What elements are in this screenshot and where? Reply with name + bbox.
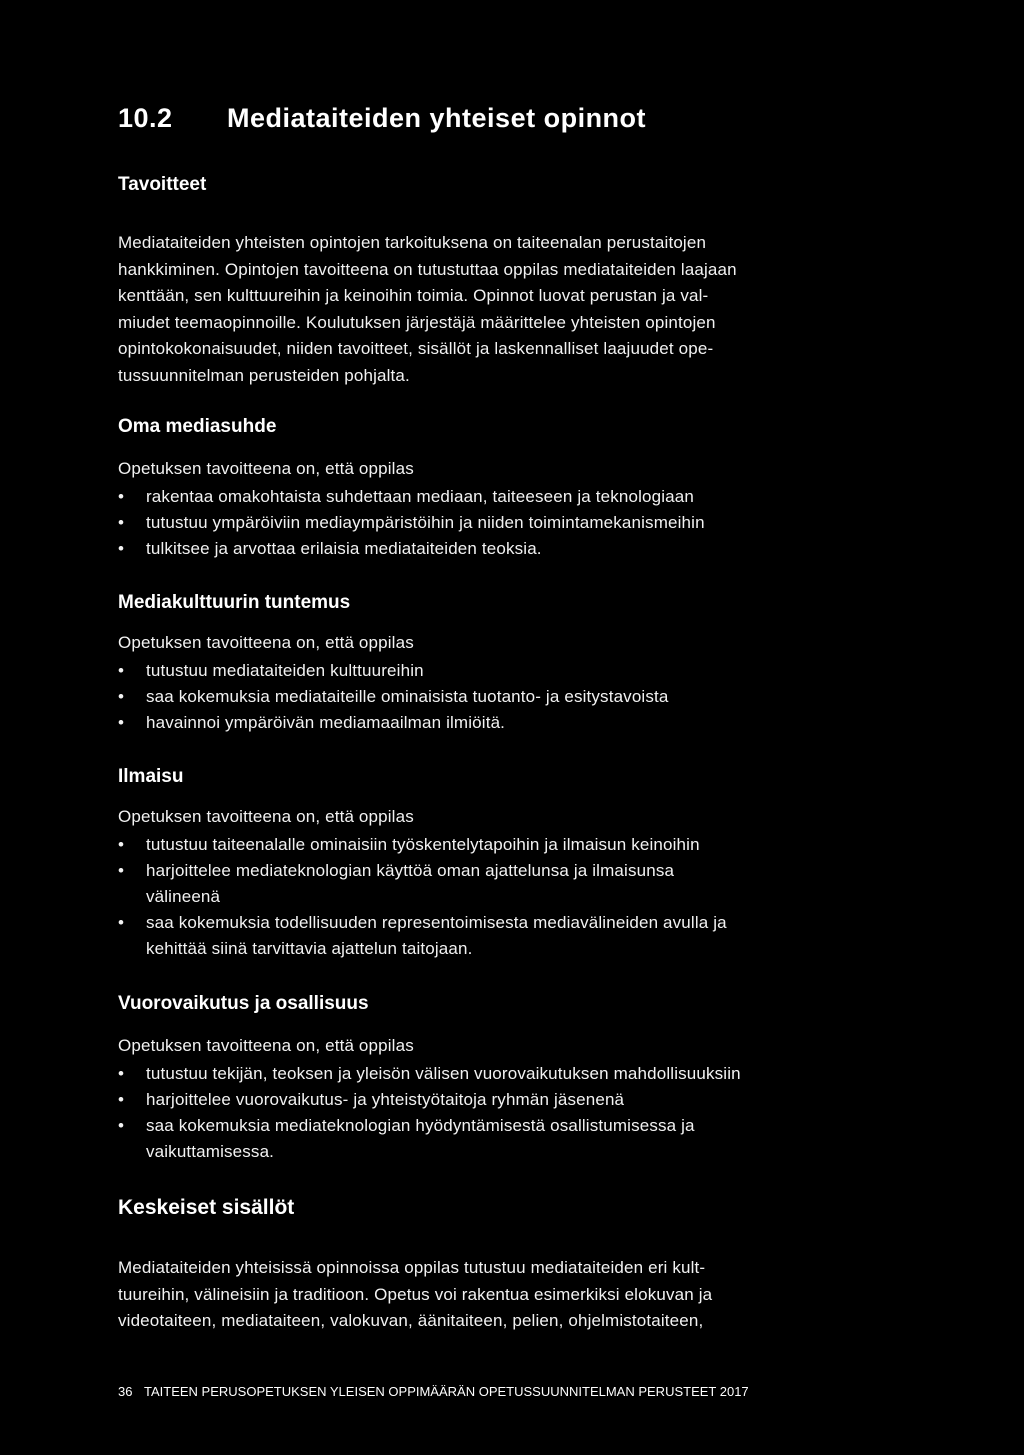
list-item [118,510,858,536]
list-item-text: vaikuttamisessa. [146,1142,275,1161]
paragraph-line: Mediataiteiden yhteisten opintojen tarkoituksena on taiteenalan perustaitojen [118,233,707,252]
list-item-text: tutustuu ympäröiviin mediaympäristöihin ja niiden toimintamekanismeihin [146,513,705,532]
keskeiset-paragraph [118,1255,858,1335]
bullet-icon: • [118,513,125,532]
bullet-icon: • [118,1116,125,1135]
list-item-text: rakentaa omakohtaista suhdettaan mediaan, taiteeseen ja teknologiaan [146,487,694,506]
list-item-text: harjoittelee mediateknologian käyttöä oman ajattelunsa ja ilmaisunsa [146,861,675,880]
list-item-text: saa kokemuksia todellisuuden representoimisesta mediavälineiden avulla ja [146,913,727,932]
bullet-list [118,832,858,962]
list-item [118,1087,858,1113]
paragraph-line: hankkiminen. Opintojen tavoitteena on tutustuttaa oppilas mediataiteiden laajaan [118,259,737,279]
bullet-icon: • [118,487,125,506]
paragraph-line: tussuunnitelman perusteiden pohjalta. [118,365,410,385]
paragraph-line: kenttään, sen kulttuureihin ja keinoihin toimia. Opinnot luovat perustan ja val- [118,286,709,305]
bullet-list [118,1061,858,1165]
list-item-text: saa kokemuksia mediataiteille ominaisista tuotanto- ja esitystavoista [146,687,669,706]
subsection-intro: Opetuksen tavoitteena on, että oppilas [118,1036,414,1055]
subsection-heading: Vuorovaikutus ja osallisuus [118,993,369,1014]
list-item [118,858,858,910]
bullet-icon: • [118,661,125,680]
subsection-intro: Opetuksen tavoitteena on, että oppilas [118,633,414,652]
paragraph-line: videotaiteen, mediataiteen, valokuvan, äänitaiteen, pelien, ohjelmistotaiteen, [118,1311,704,1330]
list-item [118,684,858,710]
bullet-list [118,658,858,736]
chapter-number: 10.2 [118,103,173,133]
subsection-intro: Opetuksen tavoitteena on, että oppilas [118,807,414,826]
list-item [118,484,858,510]
section-heading-tavoitteet: Tavoitteet [118,174,207,195]
list-item [118,832,858,858]
bullet-icon: • [118,539,125,558]
list-item [118,1113,858,1165]
bullet-icon: • [118,713,125,732]
paragraph-line: tuureihin, välineisiin ja traditioon. Opetus voi rakentua esimerkiksi elokuvan ja [118,1284,713,1304]
list-item-text: saa kokemuksia mediateknologian hyödyntämisestä osallistumisessa ja [146,1116,695,1135]
page-number: 36 [118,1384,133,1399]
paragraph-line: miudet teemaopinnoille. Koulutuksen järjestäjä määrittelee yhteisten opintojen [118,312,716,332]
section-heading-keskeiset: Keskeiset sisällöt [118,1196,295,1219]
list-item [118,536,858,562]
subsection-heading: Oma mediasuhde [118,416,277,437]
chapter-heading [118,103,646,134]
bullet-icon: • [118,1090,125,1109]
bullet-list [118,484,858,562]
list-item-text: välineenä [146,887,221,906]
list-item [118,1061,858,1087]
list-item-text: tutustuu taiteenalalle ominaisiin työskentelytapoihin ja ilmaisun keinoihin [146,835,700,854]
bullet-icon: • [118,835,125,854]
list-item [118,910,858,962]
list-item-text: kehittää siinä tarvittavia ajattelun taitojaan. [146,939,473,958]
paragraph-line: opintokokonaisuudet, niiden tavoitteet, sisällöt ja laskennalliset laajuudet ope- [118,339,714,358]
tavoitteet-paragraph [118,230,858,389]
subsection-heading: Mediakulttuurin tuntemus [118,592,351,613]
page-footer [118,1384,749,1399]
bullet-icon: • [118,913,125,932]
subsection-heading: Ilmaisu [118,766,184,787]
footer-title: TAITEEN PERUSOPETUKSEN YLEISEN OPPIMÄÄRÄN OPETUSSUUNNITELMAN PERUSTEET 2017 [144,1384,749,1399]
list-item-text: tutustuu mediataiteiden kulttuureihin [146,661,424,680]
bullet-icon: • [118,861,125,880]
bullet-icon: • [118,1064,125,1083]
list-item [118,658,858,684]
list-item-text: tutustuu tekijän, teoksen ja yleisön välisen vuorovaikutuksen mahdollisuuksiin [146,1064,741,1083]
list-item [118,710,858,736]
list-item-text: tulkitsee ja arvottaa erilaisia mediataiteiden teoksia. [146,539,542,558]
paragraph-line: Mediataiteiden yhteisissä opinnoissa oppilas tutustuu mediataiteiden eri kult- [118,1258,706,1277]
subsection-intro: Opetuksen tavoitteena on, että oppilas [118,459,414,478]
list-item-text: havainnoi ympäröivän mediamaailman ilmiöitä. [146,713,506,732]
list-item-text: harjoittelee vuorovaikutus- ja yhteistyötaitoja ryhmän jäsenenä [146,1090,625,1109]
chapter-title: Mediataiteiden yhteiset opinnot [227,103,647,133]
bullet-icon: • [118,687,125,706]
